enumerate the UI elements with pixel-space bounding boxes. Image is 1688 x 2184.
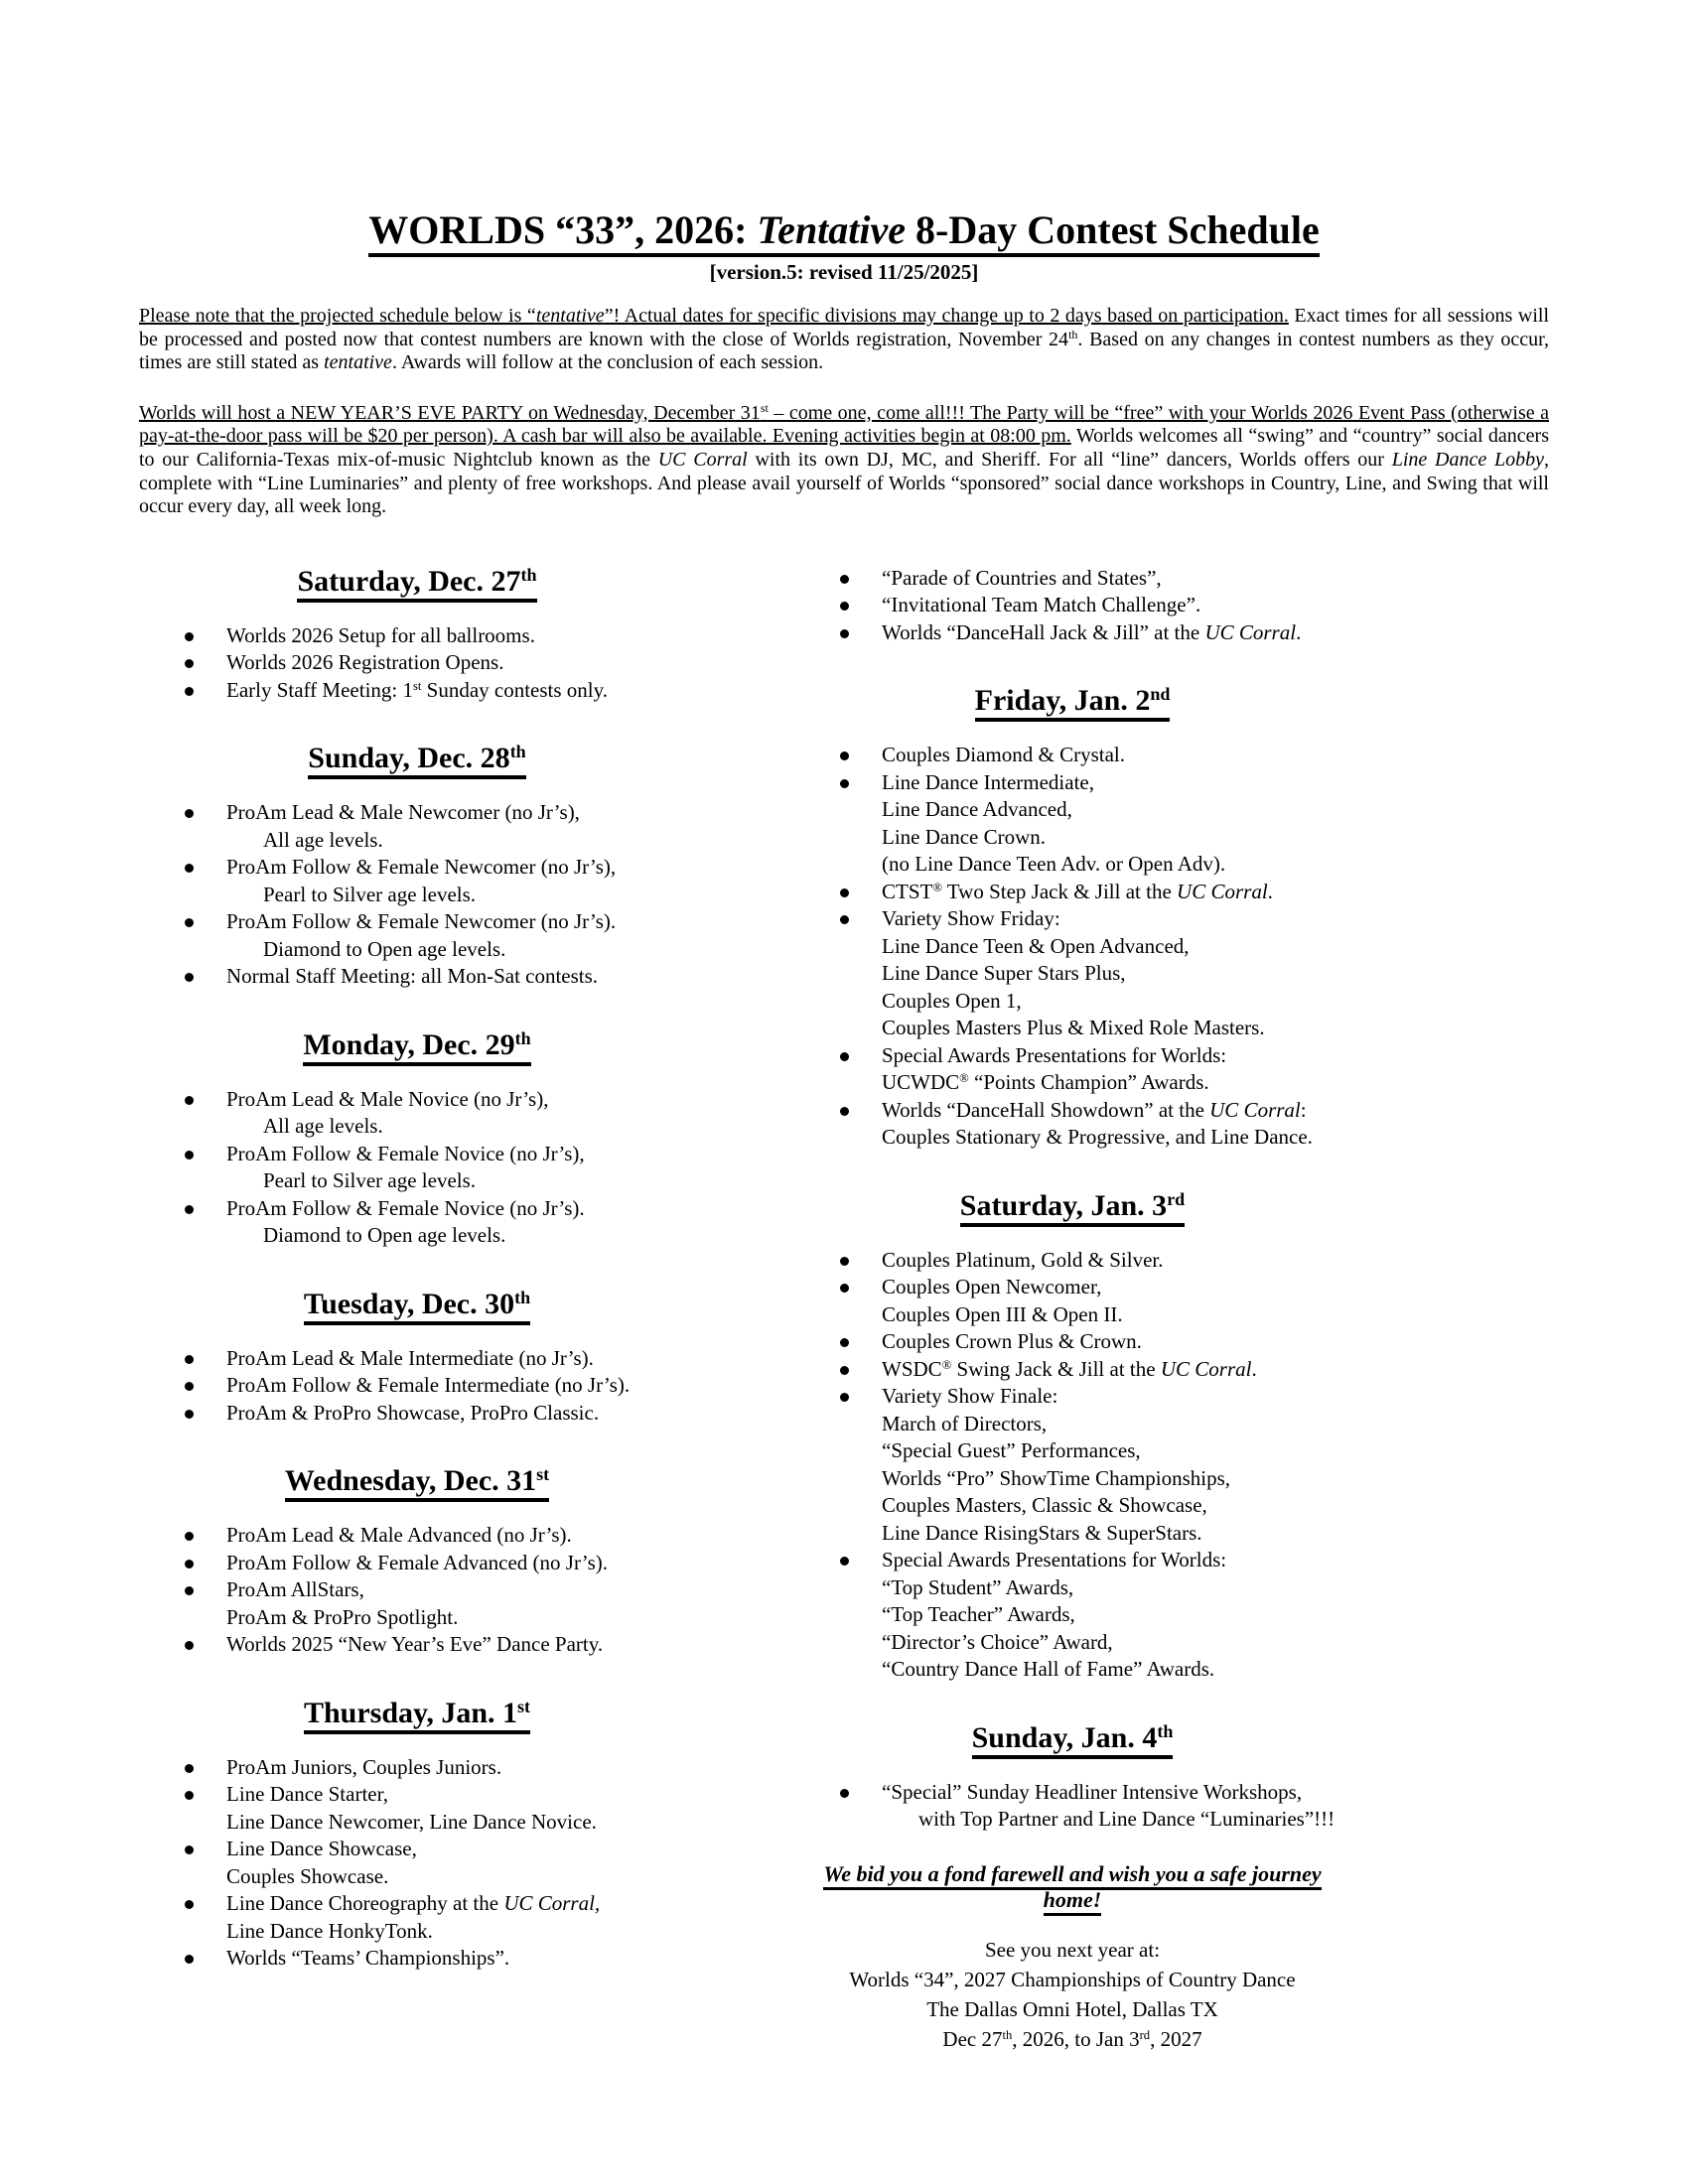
- schedule-line: (no Line Dance Teen Adv. or Open Adv).: [882, 852, 1226, 877]
- day-section: [139, 1288, 695, 1428]
- schedule-line: Diamond to Open age levels.: [263, 936, 506, 961]
- schedule-line: Variety Show Friday:: [882, 906, 1060, 931]
- schedule-line: ProAm Follow & Female Novice (no Jr’s).: [226, 1195, 585, 1220]
- schedule-line: Worlds “Pro” ShowTime Championships,: [882, 1465, 1231, 1490]
- schedule-item: [139, 1400, 695, 1428]
- schedule-line: Couples Masters Plus & Mixed Role Masters.: [882, 1016, 1265, 1040]
- schedule-line: Couples Diamond & Crystal.: [882, 743, 1125, 767]
- day-heading: [794, 684, 1350, 718]
- bullet-icon: [185, 687, 194, 696]
- day-section: [139, 565, 695, 705]
- day-heading-text: Monday, Dec. 29th: [303, 1028, 530, 1066]
- column-left: [139, 565, 695, 2054]
- schedule-item: [139, 1836, 695, 1890]
- bullet-icon: [185, 1641, 194, 1650]
- schedule-line: Line Dance Newcomer, Line Dance Novice.: [226, 1809, 597, 1834]
- bullet-icon: [185, 1205, 194, 1214]
- schedule-line: Early Staff Meeting: 1st Sunday contests only.: [226, 677, 609, 702]
- day-section: [139, 1697, 695, 1973]
- schedule-line: Worlds 2026 Setup for all ballrooms.: [226, 622, 535, 647]
- schedule-item: [794, 619, 1350, 647]
- bullet-icon: [185, 1410, 194, 1419]
- bullet-icon: [840, 575, 849, 584]
- schedule-item: [794, 565, 1350, 593]
- schedule-line: Special Awards Presentations for Worlds:: [882, 1548, 1227, 1572]
- day-heading-text: Saturday, Dec. 27th: [297, 565, 536, 603]
- day-heading: [139, 1288, 695, 1321]
- schedule-line: Line Dance Intermediate,: [882, 769, 1094, 794]
- schedule-line: “Director’s Choice” Award,: [882, 1629, 1113, 1654]
- bullet-icon: [840, 1257, 849, 1266]
- day-section: [794, 684, 1350, 1152]
- bullet-icon: [840, 629, 849, 638]
- schedule-item: [794, 1383, 1350, 1547]
- footer-line: The Dallas Omni Hotel, Dallas TX: [926, 1996, 1218, 2021]
- bullet-icon: [840, 1338, 849, 1347]
- schedule-line: ProAm Follow & Female Advanced (no Jr’s).: [226, 1550, 608, 1574]
- schedule-line: Variety Show Finale:: [882, 1384, 1058, 1409]
- schedule-item: [139, 1754, 695, 1782]
- schedule-line: UCWDC® “Points Champion” Awards.: [882, 1070, 1209, 1095]
- schedule-line: ProAm & ProPro Spotlight.: [226, 1604, 459, 1629]
- schedule-item: [139, 1086, 695, 1141]
- schedule-item: [794, 879, 1350, 906]
- intro-paragraphs: [139, 305, 1549, 519]
- bullet-icon: [185, 1382, 194, 1391]
- day-section: [794, 1189, 1350, 1684]
- day-section: [794, 1721, 1350, 1834]
- schedule-line: “Country Dance Hall of Fame” Awards.: [882, 1657, 1215, 1682]
- schedule-item: [139, 1576, 695, 1631]
- schedule-item: [139, 1550, 695, 1577]
- column-right-sections: [794, 565, 1350, 1834]
- schedule-item: [139, 1195, 695, 1250]
- schedule-item: [794, 592, 1350, 619]
- schedule-line: Line Dance Crown.: [882, 824, 1047, 849]
- schedule-line: ProAm Follow & Female Novice (no Jr’s),: [226, 1141, 585, 1165]
- page-title-text: WORLDS “33”, 2026: Tentative 8-Day Contest Schedule: [368, 207, 1319, 257]
- schedule-line: ProAm Lead & Male Newcomer (no Jr’s),: [226, 800, 580, 825]
- schedule-line: Couples Platinum, Gold & Silver.: [882, 1247, 1164, 1272]
- farewell-line: [794, 1861, 1350, 1913]
- schedule-line: Couples Showcase.: [226, 1863, 389, 1888]
- schedule-item: [139, 622, 695, 650]
- schedule-line: Couples Open 1,: [882, 988, 1022, 1013]
- schedule-line: “Special” Sunday Headliner Intensive Workshops,: [882, 1779, 1303, 1804]
- schedule-line: Line Dance Starter,: [226, 1782, 388, 1807]
- schedule-line: Couples Crown Plus & Crown.: [882, 1329, 1142, 1354]
- schedule-line: “Special Guest” Performances,: [882, 1438, 1141, 1463]
- bullet-icon: [185, 1764, 194, 1773]
- schedule-line: All age levels.: [263, 827, 383, 852]
- bullet-icon: [840, 1789, 849, 1798]
- bullet-icon: [185, 1532, 194, 1541]
- footer-line: Dec 27th, 2026, to Jan 3rd, 2027: [942, 2026, 1202, 2051]
- bullet-icon: [840, 602, 849, 611]
- schedule-line: “Top Student” Awards,: [882, 1574, 1074, 1599]
- bullet-icon: [185, 809, 194, 818]
- schedule-item: [139, 649, 695, 677]
- bullet-icon: [185, 659, 194, 668]
- column-right: [794, 565, 1350, 2054]
- bullet-icon: [185, 1845, 194, 1854]
- bullet-icon: [185, 918, 194, 927]
- bullet-icon: [185, 1560, 194, 1569]
- document-header: [139, 208, 1549, 285]
- schedule-item: [794, 1274, 1350, 1328]
- schedule-line: Line Dance Showcase,: [226, 1837, 417, 1861]
- schedule-item: [139, 854, 695, 908]
- schedule-line: Line Dance Teen & Open Advanced,: [882, 933, 1190, 958]
- schedule-line: Line Dance HonkyTonk.: [226, 1918, 433, 1943]
- schedule-item: [139, 1631, 695, 1659]
- bullet-icon: [840, 751, 849, 760]
- day-heading-text: Saturday, Jan. 3rd: [960, 1189, 1185, 1227]
- schedule-line: with Top Partner and Line Dance “Luminaries”!!!: [918, 1807, 1336, 1832]
- schedule-item: [794, 769, 1350, 879]
- schedule-line: Pearl to Silver age levels.: [263, 882, 477, 906]
- schedule-line: ProAm AllStars,: [226, 1577, 364, 1602]
- bullet-icon: [185, 1900, 194, 1909]
- schedule-item: [139, 799, 695, 854]
- footer-line: Worlds “34”, 2027 Championships of Country Dance: [849, 1967, 1296, 1991]
- schedule-item: [139, 1522, 695, 1550]
- schedule-line: Worlds “DanceHall Showdown” at the UC Corral:: [882, 1097, 1307, 1122]
- schedule-item: [139, 1345, 695, 1373]
- schedule-line: “Parade of Countries and States”,: [882, 565, 1162, 590]
- schedule-line: Special Awards Presentations for Worlds:: [882, 1042, 1227, 1067]
- page-title: [139, 208, 1549, 252]
- day-section: [139, 742, 695, 991]
- schedule-item: [794, 1042, 1350, 1097]
- footer-note: [794, 1935, 1350, 2054]
- schedule-item: [794, 1328, 1350, 1356]
- day-heading: [139, 1697, 695, 1730]
- schedule-line: ProAm Juniors, Couples Juniors.: [226, 1754, 502, 1779]
- intro-paragraph-2: Worlds will host a NEW YEAR’S EVE PARTY on Wednesday, December 31st – come one, come all!!! The Party will be “free” with your Worlds 2026 Event Pass (otherwise a pay-at-the-door pass will be $20 per person). A cash bar will also be available. Evening activities begin at 08:00 pm. Worlds welcomes all “swing” and “country” social dancers to our California-Texas mix-of-music Nightclub known as the UC Corral with its own DJ, MC, and Sheriff. For all “line” dancers, Worlds offers our Line Dance Lobby, complete with “Line Luminaries” and plenty of free workshops. And please avail yourself of Worlds “sponsored” social dance workshops in Country, Line, and Swing that will occur every day, all week long.: [139, 401, 1549, 518]
- schedule-line: WSDC® Swing Jack & Jill at the UC Corral.: [882, 1356, 1257, 1381]
- schedule-item: [139, 1372, 695, 1400]
- schedule-item: [139, 963, 695, 991]
- schedule-line: Couples Stationary & Progressive, and Line Dance.: [882, 1125, 1313, 1150]
- footer-line: See you next year at:: [984, 1937, 1161, 1962]
- schedule-line: ProAm Lead & Male Advanced (no Jr’s).: [226, 1523, 572, 1548]
- day-heading: [139, 565, 695, 599]
- intro-paragraph-1: Please note that the projected schedule below is “tentative”! Actual dates for specific divisions may change up to 2 days based on participation. Exact times for all sessions will be processed and posted now that contest numbers are known with the close of Worlds registration, November 24th. Based on any changes in contest numbers as they occur, times are still stated as tentative. Awards will follow at the conclusion of each session.: [139, 305, 1550, 374]
- bullet-icon: [840, 915, 849, 924]
- schedule-line: Worlds 2026 Registration Opens.: [226, 650, 504, 675]
- bullet-icon: [840, 1284, 849, 1293]
- bullet-icon: [185, 632, 194, 641]
- schedule-line: ProAm Follow & Female Newcomer (no Jr’s),: [226, 855, 617, 880]
- schedule-line: ProAm Follow & Female Intermediate (no Jr’s).: [226, 1373, 631, 1398]
- day-heading-text: Sunday, Dec. 28th: [308, 742, 525, 779]
- schedule-line: Diamond to Open age levels.: [263, 1223, 506, 1248]
- day-heading: [794, 1189, 1350, 1223]
- schedule-item: [794, 1356, 1350, 1384]
- bullet-icon: [185, 864, 194, 873]
- bullet-icon: [185, 1791, 194, 1800]
- schedule-item: [794, 1097, 1350, 1152]
- bullet-icon: [840, 1366, 849, 1375]
- day-heading: [139, 742, 695, 775]
- bullet-icon: [185, 973, 194, 982]
- schedule-item: [794, 742, 1350, 769]
- schedule-item: [139, 1945, 695, 1973]
- schedule-line: Worlds “DanceHall Jack & Jill” at the UC Corral.: [882, 619, 1302, 644]
- bullet-icon: [840, 1052, 849, 1061]
- schedule-line: Line Dance Advanced,: [882, 797, 1072, 822]
- schedule-item: [139, 1890, 695, 1945]
- schedule-item: [139, 908, 695, 963]
- day-heading-text: Friday, Jan. 2nd: [975, 684, 1171, 722]
- farewell-text: We bid you a fond farewell and wish you a safe journey home!: [823, 1861, 1321, 1916]
- bullet-icon: [840, 779, 849, 788]
- day-heading: [794, 1721, 1350, 1755]
- schedule-line: Worlds “Teams’ Championships”.: [226, 1946, 510, 1971]
- schedule-line: ProAm Lead & Male Intermediate (no Jr’s).: [226, 1345, 594, 1370]
- schedule-item: [139, 1781, 695, 1836]
- schedule-line: Line Dance Super Stars Plus,: [882, 961, 1126, 986]
- schedule-line: Couples Masters, Classic & Showcase,: [882, 1493, 1207, 1518]
- schedule-line: “Top Teacher” Awards,: [882, 1602, 1075, 1627]
- column-left-sections: [139, 565, 695, 1973]
- bullet-icon: [840, 888, 849, 897]
- schedule-line: All age levels.: [263, 1114, 383, 1139]
- schedule-line: Pearl to Silver age levels.: [263, 1168, 477, 1193]
- schedule-line: “Invitational Team Match Challenge”.: [882, 593, 1201, 617]
- schedule-line: Line Dance RisingStars & SuperStars.: [882, 1520, 1202, 1545]
- day-heading-text: Wednesday, Dec. 31st: [285, 1464, 549, 1502]
- bullet-icon: [185, 1151, 194, 1160]
- bullet-icon: [185, 1586, 194, 1595]
- schedule-line: Line Dance Choreography at the UC Corral,: [226, 1891, 601, 1916]
- day-heading-text: Thursday, Jan. 1st: [304, 1697, 530, 1734]
- bullet-icon: [185, 1096, 194, 1105]
- schedule-item: [794, 1779, 1350, 1834]
- schedule-line: Normal Staff Meeting: all Mon-Sat contests.: [226, 964, 599, 989]
- bullet-icon: [840, 1557, 849, 1566]
- day-section: [139, 1464, 695, 1659]
- schedule-item: [139, 1141, 695, 1195]
- schedule-line: ProAm Follow & Female Newcomer (no Jr’s).: [226, 909, 617, 934]
- day-heading: [139, 1464, 695, 1498]
- schedule-item: [139, 677, 695, 705]
- bullet-icon: [840, 1393, 849, 1402]
- schedule-item: [794, 1547, 1350, 1684]
- schedule-item: [794, 1247, 1350, 1275]
- day-heading: [139, 1028, 695, 1062]
- schedule-line: Couples Open Newcomer,: [882, 1275, 1102, 1299]
- day-heading-text: Tuesday, Dec. 30th: [304, 1288, 530, 1325]
- schedule-line: CTST® Two Step Jack & Jill at the UC Corral.: [882, 879, 1273, 903]
- day-heading-text: Sunday, Jan. 4th: [972, 1721, 1174, 1759]
- bullet-icon: [185, 1355, 194, 1364]
- schedule-line: ProAm & ProPro Showcase, ProPro Classic.: [226, 1400, 600, 1425]
- version-line: [version.5: revised 11/25/2025]: [709, 260, 979, 284]
- bullet-icon: [185, 1955, 194, 1964]
- schedule-item: [794, 905, 1350, 1042]
- schedule-line: ProAm Lead & Male Novice (no Jr’s),: [226, 1086, 549, 1111]
- schedule-line: Couples Open III & Open II.: [882, 1301, 1123, 1326]
- day-section: [794, 565, 1350, 647]
- bullet-icon: [840, 1107, 849, 1116]
- schedule-line: March of Directors,: [882, 1411, 1048, 1435]
- schedule-line: Worlds 2025 “New Year’s Eve” Dance Party.: [226, 1632, 604, 1657]
- day-section: [139, 1028, 695, 1250]
- schedule-columns: [139, 565, 1549, 2054]
